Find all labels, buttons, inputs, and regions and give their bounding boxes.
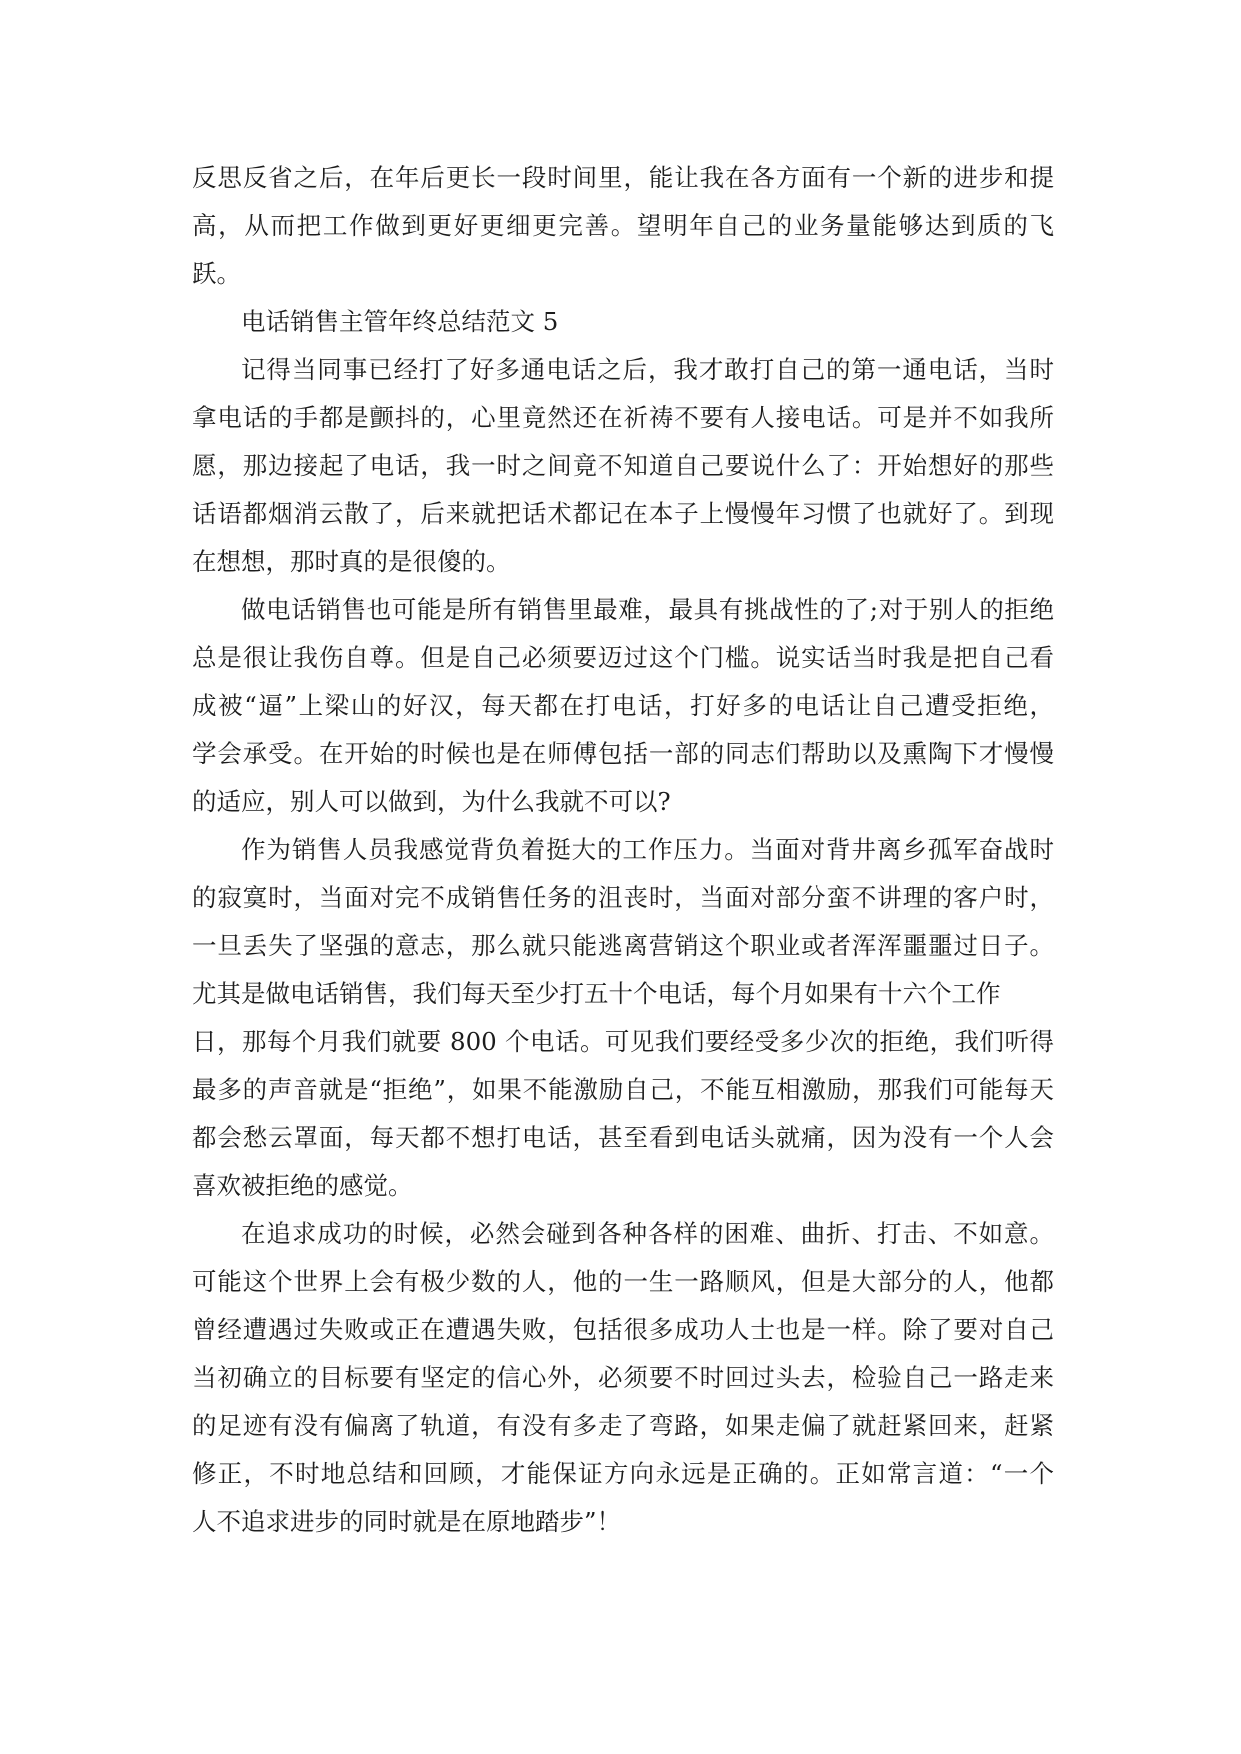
text-line: 拿电话的手都是颤抖的，心里竟然还在祈祷不要有人接电话。可是并不如我所 xyxy=(192,403,1054,432)
text-line: 总是很让我伤自尊。但是自己必须要迈过这个门槛。说实话当时我是把自己看 xyxy=(192,643,1054,672)
text-line: 都会愁云罩面，每天都不想打电话，甚至看到电话头就痛，因为没有一个人会 xyxy=(192,1123,1054,1152)
text-line: 修正，不时地总结和回顾，才能保证方向永远是正确的。正如常言道：“一个 xyxy=(192,1459,1054,1488)
text-line: 反思反省之后，在年后更长一段时间里，能让我在各方面有一个新的进步和提 xyxy=(192,163,1054,192)
heading-text: 电话销售主管年终总结范文 5 xyxy=(241,307,559,336)
text-line: 话语都烟消云散了，后来就把话术都记在本子上慢慢年习惯了也就好了。到现 xyxy=(192,499,1054,528)
paragraph xyxy=(192,1210,1054,1546)
text-line: 记得当同事已经打了好多通电话之后，我才敢打自己的第一通电话，当时 xyxy=(241,355,1054,384)
paragraph xyxy=(192,826,1054,1210)
section-heading xyxy=(192,298,1054,346)
text-line: 的寂寞时，当面对完不成销售任务的沮丧时，当面对部分蛮不讲理的客户时， xyxy=(192,883,1054,912)
text-line: 学会承受。在开始的时候也是在师傅包括一部的同志们帮助以及熏陶下才慢慢 xyxy=(192,739,1054,768)
text-line: 喜欢被拒绝的感觉。 xyxy=(192,1171,413,1200)
text-line: 人不追求进步的同时就是在原地踏步”！ xyxy=(192,1507,622,1536)
text-line: 作为销售人员我感觉背负着挺大的工作压力。当面对背井离乡孤军奋战时 xyxy=(241,835,1054,864)
text-line: 当初确立的目标要有坚定的信心外，必须要不时回过头去，检验自己一路走来 xyxy=(192,1363,1054,1392)
text-line: 的适应，别人可以做到，为什么我就不可以? xyxy=(192,787,671,816)
text-line: 最多的声音就是“拒绝”，如果不能激励自己，不能互相激励，那我们可能每天 xyxy=(192,1075,1054,1104)
text-line: 的足迹有没有偏离了轨道，有没有多走了弯路，如果走偏了就赶紧回来，赶紧 xyxy=(192,1411,1054,1440)
text-line: 愿，那边接起了电话，我一时之间竟不知道自己要说什么了：开始想好的那些 xyxy=(192,451,1054,480)
paragraph xyxy=(192,586,1054,826)
text-line: 尤其是做电话销售，我们每天至少打五十个电话，每个月如果有十六个工作 xyxy=(192,979,1001,1008)
text-line: 曾经遭遇过失败或正在遭遇失败，包括很多成功人士也是一样。除了要对自己 xyxy=(192,1315,1054,1344)
text-line: 在追求成功的时候，必然会碰到各种各样的困难、曲折、打击、不如意。 xyxy=(241,1219,1054,1248)
paragraph xyxy=(192,346,1054,586)
text-line: 高，从而把工作做到更好更细更完善。望明年自己的业务量能够达到质的飞 xyxy=(192,211,1054,240)
paragraph-continuation xyxy=(192,154,1054,298)
text-line: 一旦丢失了坚强的意志，那么就只能逃离营销这个职业或者浑浑噩噩过日子。 xyxy=(192,931,1054,960)
text-line: 在想想，那时真的是很傻的。 xyxy=(192,547,511,576)
text-line: 日，那每个月我们就要 800 个电话。可见我们要经受多少次的拒绝，我们听得 xyxy=(192,1027,1054,1056)
document-body xyxy=(192,154,1054,1546)
text-line: 做电话销售也可能是所有销售里最难，最具有挑战性的了;对于别人的拒绝 xyxy=(241,595,1054,624)
text-line: 跃。 xyxy=(192,259,241,288)
text-line: 可能这个世界上会有极少数的人，他的一生一路顺风，但是大部分的人，他都 xyxy=(192,1267,1054,1296)
text-line: 成被“逼”上梁山的好汉，每天都在打电话，打好多的电话让自己遭受拒绝， xyxy=(192,691,1054,720)
